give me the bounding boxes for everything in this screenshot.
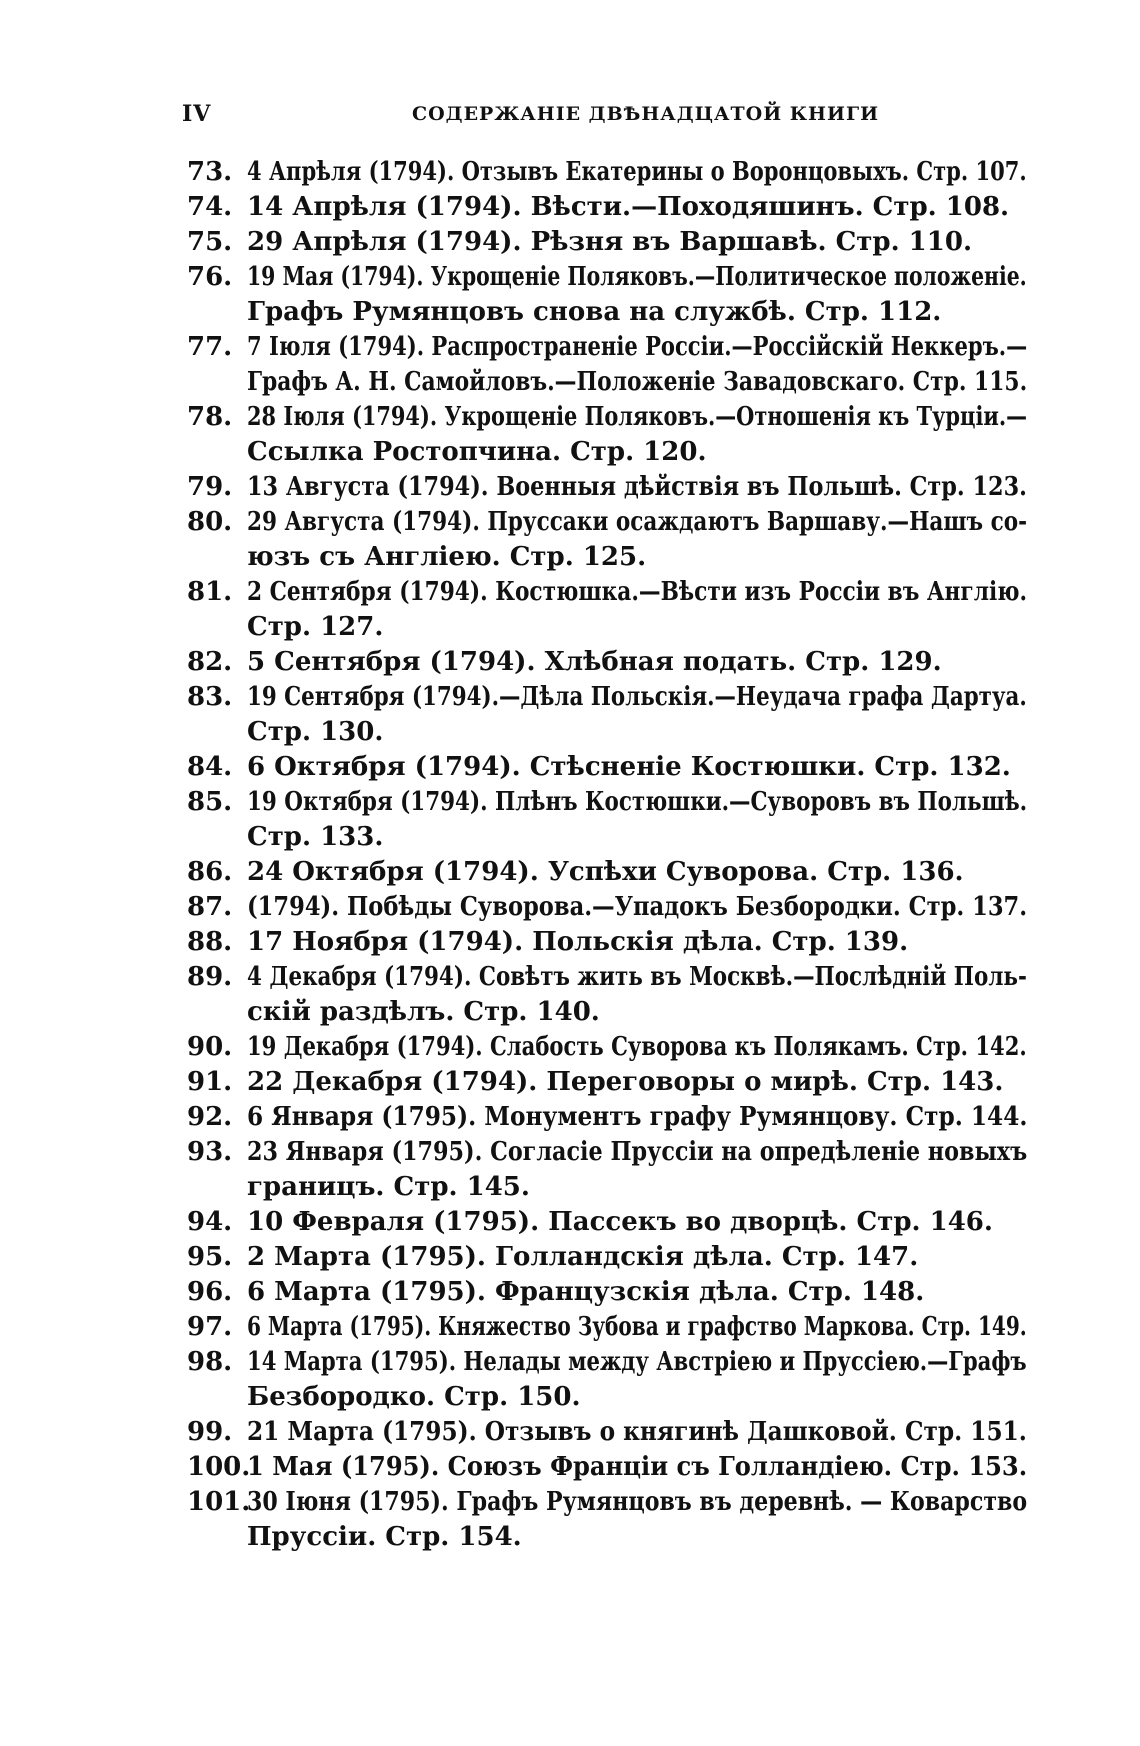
toc-entry-number: 75. bbox=[187, 227, 233, 257]
toc-entry-text: 1 Мая (1795). Союзъ Франціи съ Голландіею. Стр. 153. bbox=[247, 1452, 1028, 1482]
toc-entry-number: 83. bbox=[187, 682, 233, 712]
toc-entry-number: 90. bbox=[187, 1032, 233, 1062]
toc-entry-text: юзъ съ Англіею. Стр. 125. bbox=[247, 542, 647, 572]
toc-entry-number: 101. bbox=[187, 1487, 251, 1517]
toc-entry bbox=[187, 750, 1027, 785]
toc-entry-text: 19 Октября (1794). Плѣнъ Костюшки.—Суворовъ въ Польшѣ. bbox=[247, 787, 1028, 817]
toc-entry-number: 77. bbox=[187, 332, 233, 362]
table-of-contents bbox=[187, 155, 1027, 1555]
toc-entry bbox=[187, 260, 1027, 330]
toc-entry-number: 76. bbox=[187, 262, 233, 292]
toc-entry bbox=[187, 925, 1027, 960]
toc-entry bbox=[187, 190, 1027, 225]
toc-entry-text: Стр. 130. bbox=[247, 717, 384, 747]
toc-entry-text: 29 Августа (1794). Пруссаки осаждаютъ Варшаву.—Нашъ со- bbox=[247, 507, 1028, 537]
toc-entry-number: 92. bbox=[187, 1102, 233, 1132]
toc-entry bbox=[187, 1205, 1027, 1240]
toc-entry-text: Графъ Румянцовъ снова на службѣ. Стр. 112. bbox=[247, 297, 942, 327]
toc-entry bbox=[187, 1135, 1027, 1205]
toc-entry-number: 95. bbox=[187, 1242, 233, 1272]
toc-entry-number: 84. bbox=[187, 752, 233, 782]
toc-entry-text: 4 Апрѣля (1794). Отзывъ Екатерины о Воронцовыхъ. Стр. 107. bbox=[247, 157, 1027, 187]
toc-entry-number: 81. bbox=[187, 577, 233, 607]
toc-entry-text: 14 Марта (1795). Нелады между Австріею и Пруссіею.—Графъ bbox=[247, 1347, 1027, 1377]
toc-entry-text: 30 Іюня (1795). Графъ Румянцовъ въ деревнѣ. — Коварство bbox=[247, 1487, 1028, 1517]
toc-entry-text: 19 Сентября (1794).—Дѣла Польскія.—Неудача графа Дартуа. bbox=[247, 682, 1027, 712]
toc-entry-number: 73. bbox=[187, 157, 233, 187]
toc-entry-text: 2 Сентября (1794). Костюшка.—Вѣсти изъ Россіи въ Англію. bbox=[247, 577, 1028, 607]
toc-entry-number: 91. bbox=[187, 1067, 233, 1097]
toc-entry bbox=[187, 645, 1027, 680]
toc-entry-text: 23 Января (1795). Согласіе Пруссіи на опредѣленіе новыхъ bbox=[247, 1137, 1028, 1167]
toc-entry-number: 82. bbox=[187, 647, 233, 677]
toc-entry-text: скій раздѣлъ. Стр. 140. bbox=[247, 997, 600, 1027]
toc-entry-text: 19 Декабря (1794). Слабость Суворова къ Полякамъ. Стр. 142. bbox=[247, 1032, 1027, 1062]
toc-entry bbox=[187, 505, 1027, 575]
toc-entry-text: 7 Іюля (1794). Распространеніе Россіи.—Россійскій Неккеръ.— bbox=[247, 332, 1028, 362]
toc-entry-number: 87. bbox=[187, 892, 233, 922]
toc-entry-number: 94. bbox=[187, 1207, 233, 1237]
toc-entry-text: Стр. 133. bbox=[247, 822, 384, 852]
toc-entry-number: 78. bbox=[187, 402, 233, 432]
toc-entry bbox=[187, 890, 1027, 925]
toc-entry-text: 24 Октября (1794). Успѣхи Суворова. Стр. 136. bbox=[247, 857, 964, 887]
toc-entry-text: 6 Марта (1795). Французскія дѣла. Стр. 148. bbox=[247, 1277, 925, 1307]
toc-entry-text: 6 Октября (1794). Стѣсненіе Костюшки. Стр. 132. bbox=[247, 752, 1011, 782]
toc-entry-number: 88. bbox=[187, 927, 233, 957]
toc-entry-text: 14 Апрѣля (1794). Вѣсти.—Походяшинъ. Стр. 108. bbox=[247, 192, 1010, 222]
toc-entry bbox=[187, 1275, 1027, 1310]
toc-entry-text: Графъ А. Н. Самойловъ.—Положеніе Завадовскаго. Стр. 115. bbox=[247, 367, 1028, 397]
toc-entry-text: границъ. Стр. 145. bbox=[247, 1172, 530, 1202]
toc-entry bbox=[187, 1415, 1027, 1450]
toc-entry bbox=[187, 1485, 1027, 1555]
toc-entry-text: 28 Іюля (1794). Укрощеніе Поляковъ.—Отношенія къ Турціи.— bbox=[247, 402, 1028, 432]
toc-entry bbox=[187, 1100, 1027, 1135]
toc-entry-text: 5 Сентября (1794). Хлѣбная подать. Стр. 129. bbox=[247, 647, 942, 677]
toc-entry-text: 29 Апрѣля (1794). Рѣзня въ Варшавѣ. Стр. 110. bbox=[247, 227, 972, 257]
toc-entry-number: 93. bbox=[187, 1137, 233, 1167]
toc-entry-number: 79. bbox=[187, 472, 233, 502]
toc-entry-text: 2 Марта (1795). Голландскія дѣла. Стр. 147. bbox=[247, 1242, 919, 1272]
running-head: СОДЕРЖАНІЕ ДВѢНАДЦАТОЙ КНИГИ bbox=[412, 103, 880, 125]
toc-entry bbox=[187, 1030, 1027, 1065]
toc-entry-text: (1794). Побѣды Суворова.—Упадокъ Безбородки. Стр. 137. bbox=[247, 892, 1028, 922]
toc-entry-text: 21 Марта (1795). Отзывъ о княгинѣ Дашковой. Стр. 151. bbox=[247, 1417, 1027, 1447]
toc-entry-text: 4 Декабря (1794). Совѣтъ жить въ Москвѣ.—Послѣдній Поль- bbox=[247, 962, 1027, 992]
toc-entry-number: 89. bbox=[187, 962, 233, 992]
toc-entry bbox=[187, 785, 1027, 855]
toc-entry bbox=[187, 330, 1027, 400]
toc-entry-text: 6 Марта (1795). Княжество Зубова и графство Маркова. Стр. 149. bbox=[247, 1312, 1027, 1342]
toc-entry-text: 10 Февраля (1795). Пассекъ во дворцѣ. Стр. 146. bbox=[247, 1207, 993, 1237]
toc-entry-number: 96. bbox=[187, 1277, 233, 1307]
toc-entry-number: 80. bbox=[187, 507, 233, 537]
toc-entry-number: 99. bbox=[187, 1417, 233, 1447]
toc-entry bbox=[187, 470, 1027, 505]
toc-entry bbox=[187, 400, 1027, 470]
toc-entry-text: Безбородко. Стр. 150. bbox=[247, 1382, 581, 1412]
toc-entry bbox=[187, 155, 1027, 190]
toc-entry-text: 13 Августа (1794). Военныя дѣйствія въ Польшѣ. Стр. 123. bbox=[247, 472, 1027, 502]
toc-entry-number: 74. bbox=[187, 192, 233, 222]
toc-entry bbox=[187, 225, 1027, 260]
toc-entry-number: 100. bbox=[187, 1452, 251, 1482]
page-number: IV bbox=[182, 101, 212, 127]
toc-entry bbox=[187, 855, 1027, 890]
toc-entry bbox=[187, 1065, 1027, 1100]
toc-entry bbox=[187, 1345, 1027, 1415]
toc-entry-text: 22 Декабря (1794). Переговоры о мирѣ. Стр. 143. bbox=[247, 1067, 1004, 1097]
toc-entry bbox=[187, 680, 1027, 750]
toc-entry bbox=[187, 1310, 1027, 1345]
toc-entry-number: 98. bbox=[187, 1347, 233, 1377]
toc-entry-text: 6 Января (1795). Монументъ графу Румянцову. Стр. 144. bbox=[247, 1102, 1028, 1132]
toc-entry bbox=[187, 575, 1027, 645]
toc-entry-number: 97. bbox=[187, 1312, 233, 1342]
toc-entry bbox=[187, 960, 1027, 1030]
toc-entry-text: Пруссіи. Стр. 154. bbox=[247, 1522, 522, 1552]
toc-entry-number: 86. bbox=[187, 857, 233, 887]
toc-entry-number: 85. bbox=[187, 787, 233, 817]
toc-entry-text: 17 Ноября (1794). Польскія дѣла. Стр. 139. bbox=[247, 927, 909, 957]
toc-entry bbox=[187, 1240, 1027, 1275]
toc-entry-text: Ссылка Ростопчина. Стр. 120. bbox=[247, 437, 707, 467]
toc-entry-text: 19 Мая (1794). Укрощеніе Поляковъ.—Политическое положеніе. bbox=[247, 262, 1027, 292]
toc-entry bbox=[187, 1450, 1027, 1485]
toc-entry-text: Стр. 127. bbox=[247, 612, 384, 642]
